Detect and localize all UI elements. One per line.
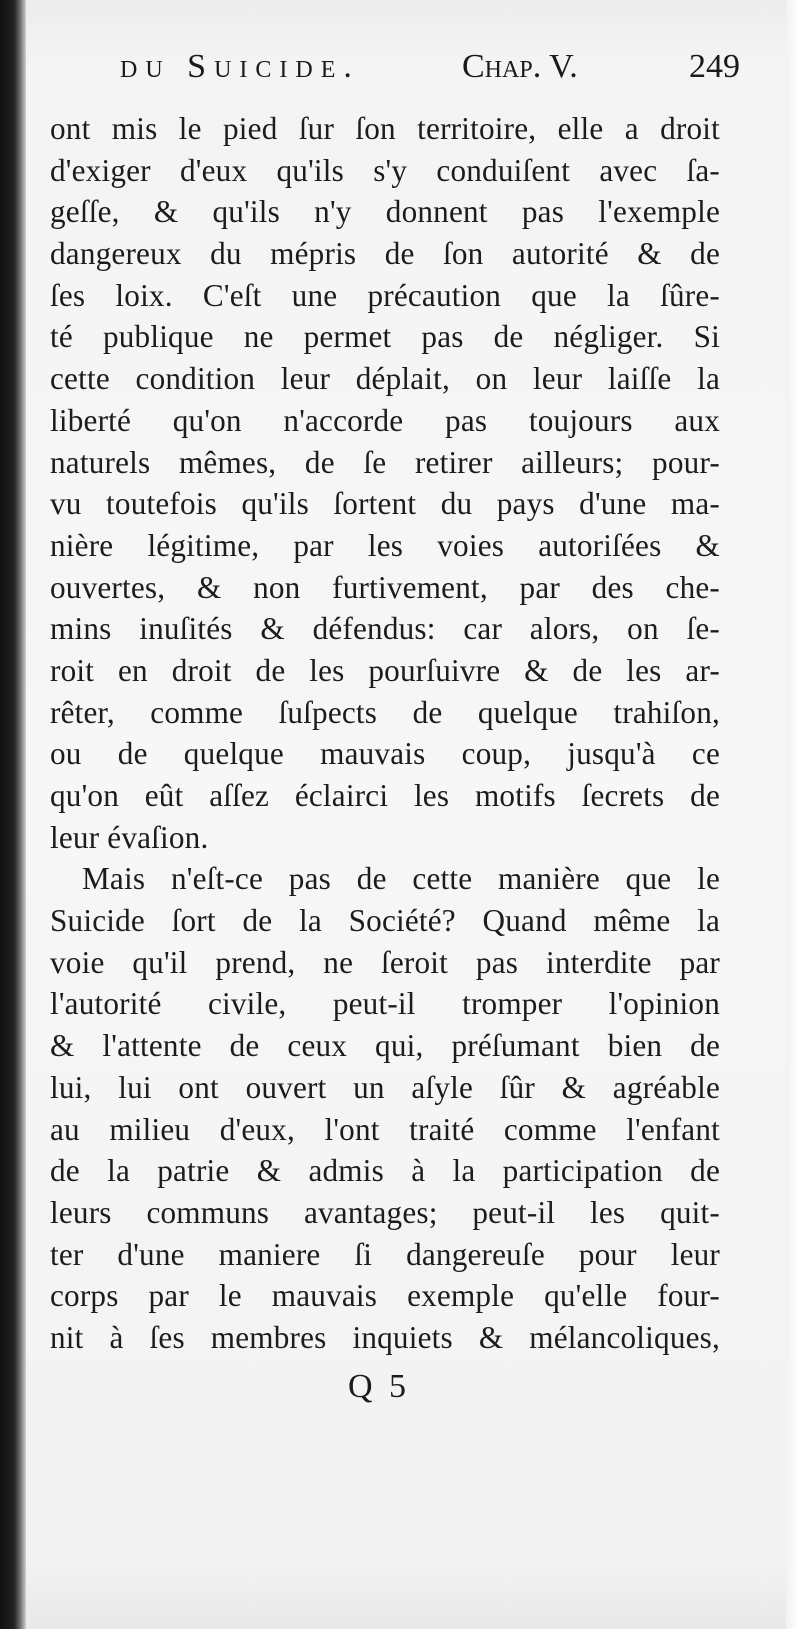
text-line: té publique ne permet pas de négliger. Si (50, 319, 720, 355)
text-line: naturels mêmes, de ſe retirer ailleurs; pour- (50, 444, 720, 480)
text-line: de la patrie & admis à la participation de (50, 1153, 720, 1189)
text-line: qu'on eût aſſez éclairci les motifs ſecrets de (50, 778, 720, 813)
text-line: geſſe, & qu'ils n'y donnent pas l'exemple (50, 194, 720, 230)
running-title: du Suicide. (120, 48, 360, 85)
text-line: mins inuſités & défendus: car alors, on ſe- (50, 611, 720, 647)
chapter-label: Chap. V. (462, 48, 578, 85)
text-line: vu toutefois qu'ils ſortent du pays d'une ma- (50, 486, 720, 522)
text-line: leurs communs avantages; peut-il les quit- (50, 1194, 720, 1230)
text-line: ont mis le pied ſur ſon territoire, elle a droit (50, 111, 720, 146)
text-line: ſes loix. C'eſt une précaution que la ſûre- (50, 277, 720, 313)
body-text (50, 108, 720, 1359)
text-line: nit à ſes membres inquiets & mélancoliques, (50, 1319, 720, 1355)
text-line: lui, lui ont ouvert un aſyle ſûr & agréable (50, 1069, 720, 1105)
running-header (120, 48, 740, 98)
text-line: voie qu'il prend, ne ſeroit pas interdite par (50, 944, 720, 980)
text-line: corps par le mauvais exemple qu'elle four- (50, 1278, 720, 1314)
text-line: ou de quelque mauvais coup, jusqu'à ce (50, 736, 720, 772)
text-line: Mais n'eſt-ce pas de cette manière que le (82, 861, 720, 897)
signature-mark: Q 5 (348, 1368, 411, 1405)
page-margin-right (786, 0, 800, 1629)
text-line: ter d'une maniere ſi dangereuſe pour leur (50, 1236, 720, 1272)
binding-shadow (0, 0, 26, 1629)
text-line: d'exiger d'eux qu'ils s'y conduiſent avec ſa- (50, 152, 720, 188)
text-line: roit en droit de les pourſuivre & de les ar- (50, 652, 720, 688)
text-line: dangereux du mépris de ſon autorité & de (50, 236, 720, 272)
page-number: 249 (689, 48, 740, 85)
text-line: & l'attente de ceux qui, préſumant bien de (50, 1028, 720, 1064)
text-line: rêter, comme ſuſpects de quelque trahiſon, (50, 694, 720, 730)
text-line: nière légitime, par les voies autoriſées & (50, 527, 720, 563)
text-line: l'autorité civile, peut-il tromper l'opinion (50, 986, 720, 1022)
text-line: liberté qu'on n'accorde pas toujours aux (50, 402, 720, 438)
text-line: ouvertes, & non furtivement, par des che- (50, 569, 720, 605)
text-line: leur évaſion. (50, 819, 209, 855)
text-line: cette condition leur déplait, on leur laiſſe la (50, 361, 720, 397)
text-line: Suicide ſort de la Société? Quand même la (50, 903, 720, 939)
text-line: au milieu d'eux, l'ont traité comme l'enfant (50, 1111, 720, 1147)
